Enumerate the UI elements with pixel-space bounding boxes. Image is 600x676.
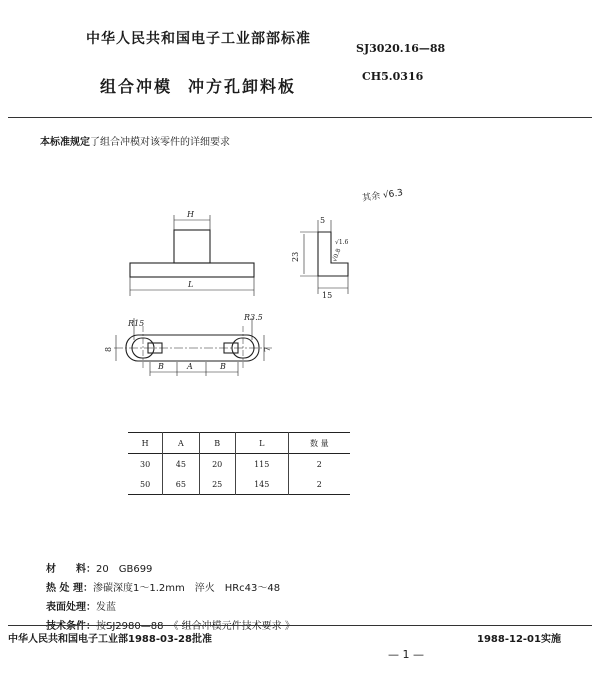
table-cell: 20 (199, 454, 235, 475)
header-quantity: 数 量 (288, 433, 350, 454)
table-row (128, 454, 350, 475)
general-roughness-note: 其余 √6.3 (361, 188, 404, 204)
table-header-row (128, 433, 350, 454)
header-B: B (199, 433, 235, 454)
title-part-1: 组合冲模 (100, 77, 173, 96)
effective-date: 1988-12-01实施 (477, 634, 561, 645)
table-cell: 45 (163, 454, 199, 475)
roughness-1-6: √1.6 (335, 239, 349, 246)
header-L: L (235, 433, 288, 454)
scope-rest: 了组合冲模对该零件的详细要求 (90, 137, 230, 148)
dim-L-label: L (188, 280, 194, 289)
spec-value: 渗碳深度1～1.2mm 淬火 HRc43～48 (92, 583, 281, 594)
table-cell: 30 (140, 459, 151, 469)
dim-A-label: A (187, 362, 193, 371)
front-boss (174, 230, 210, 263)
plan-view (104, 313, 272, 376)
front-plate (130, 263, 254, 277)
spec-label: 技术条件： (46, 621, 96, 632)
dim-15-label: 15 (322, 291, 333, 300)
table-cell: 115 (235, 454, 288, 475)
dim-8-label: 8 (104, 346, 113, 352)
table-cell: 2 (288, 474, 350, 495)
dim-5-label: 5 (320, 216, 326, 225)
radius-R35-label: R3.5 (244, 313, 263, 322)
dimension-table (128, 432, 350, 495)
spec-material (46, 560, 295, 579)
front-view (130, 210, 254, 296)
spec-surface-treatment (46, 598, 295, 617)
side-view (291, 216, 349, 300)
radius-R15-label: R15 (128, 319, 145, 328)
dim-23-label: 23 (291, 251, 300, 262)
dim-B-left-label: B (158, 362, 164, 371)
standard-number: SJ3020.16—88 (356, 42, 446, 55)
page-number: — 1 — (388, 648, 424, 661)
spec-value: 20 GB699 (96, 564, 153, 575)
footer-rule (8, 625, 592, 626)
spec-heat-treatment (46, 579, 295, 598)
title-part-2: 冲方孔卸料板 (188, 77, 297, 96)
header-H: H (141, 438, 149, 448)
spec-label: 表面处理： (46, 602, 96, 613)
header-A: A (163, 433, 199, 454)
roughness-0-8: √0.8 (331, 247, 343, 263)
dim-H-label: H (187, 210, 194, 219)
scope-lead: 本标准规定 (40, 137, 90, 148)
spec-label: 热 处 理： (46, 583, 93, 594)
issuing-organization: 中华人民共和国电子工业部部标准 (86, 31, 311, 47)
table-cell: 65 (163, 474, 199, 495)
dim-B-right-label: B (220, 362, 226, 371)
table-cell: 145 (235, 474, 288, 495)
table-row (128, 474, 350, 495)
table-cell: 25 (199, 474, 235, 495)
approval-statement: 中华人民共和国电子工业部1988-03-28批准 (8, 634, 212, 645)
table-cell: 50 (140, 479, 151, 489)
spec-value: 按SJ2980—88 《 组合冲模元件技术要求 》 (96, 621, 295, 632)
spec-value: 发蓝 (96, 602, 116, 613)
classification-code: CH5.0316 (362, 70, 424, 83)
table-cell: 2 (288, 454, 350, 475)
dim-7-label: 7 (263, 346, 272, 352)
spec-label: 材 料： (46, 564, 96, 575)
